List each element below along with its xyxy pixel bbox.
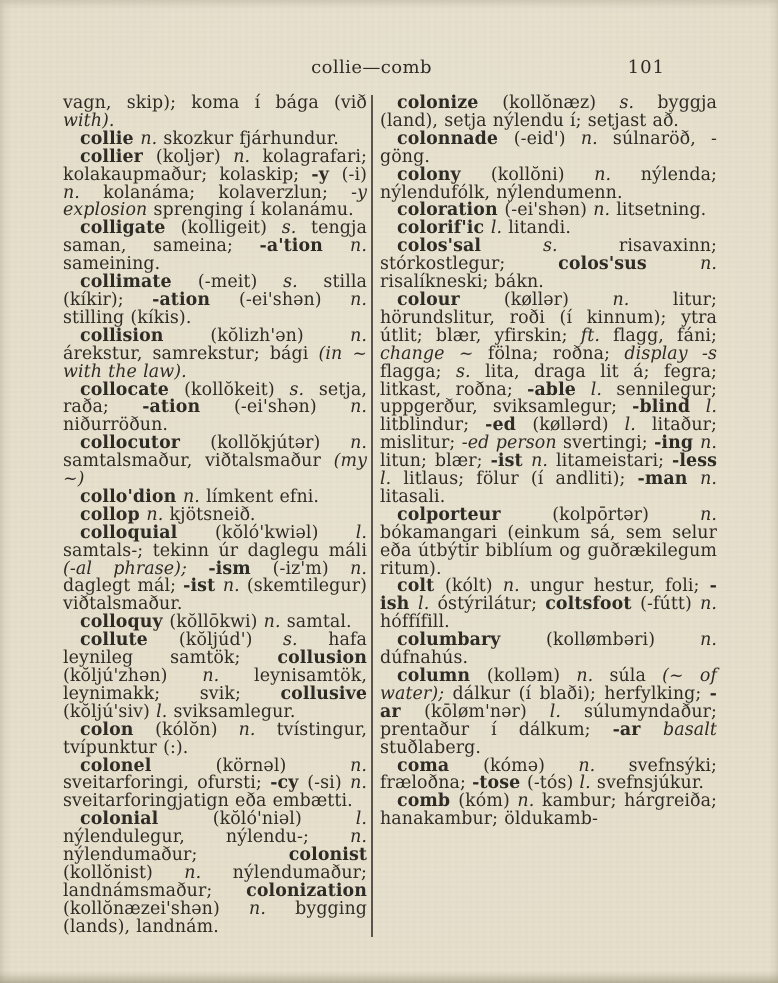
entry-headword: colonization	[246, 880, 367, 901]
entry-headword: colt	[397, 576, 445, 597]
entry-italic-label: n.	[350, 236, 367, 257]
entry-italic-label: n.	[140, 128, 158, 149]
entry-italic-label: n.	[593, 200, 611, 221]
dictionary-entry	[380, 238, 717, 292]
entry-definition-text: kjötsneið.	[163, 504, 256, 525]
entry-headword: collute	[80, 630, 179, 651]
entry-italic-label: n.	[531, 451, 549, 472]
entry-definition-text: (kollŏnist)	[63, 862, 185, 883]
entry-definition-text: (kŏllōkwi)	[169, 612, 264, 633]
entry-definition-text: (kólt)	[444, 576, 503, 597]
dictionary-entry	[63, 146, 367, 221]
entry-italic-label: n.	[517, 791, 535, 812]
entry-definition-text: sveitarforingi, ofursti;	[63, 773, 271, 794]
entry-headword: colour	[397, 289, 504, 310]
entry-definition-text: (kollŏnæz)	[502, 93, 620, 113]
entry-definition-text: samtal.	[280, 612, 352, 633]
entry-italic-label: s.	[289, 379, 305, 400]
entry-headword: -less	[672, 451, 718, 472]
entry-definition-text: (kollømbəri)	[545, 630, 701, 651]
entry-definition-text: hafa leynileg samtök;	[63, 630, 367, 669]
entry-definition-text: litsetning.	[610, 200, 707, 221]
entry-headword: -ation	[142, 397, 235, 418]
entry-definition-text: (kollŏkeit)	[184, 379, 290, 400]
entry-italic-label: n.	[63, 182, 80, 203]
entry-italic-label: n.	[350, 773, 367, 794]
entry-definition-text: (kollŏnæzei'shən)	[63, 898, 250, 919]
entry-headword: -blind	[632, 397, 706, 418]
entry-headword: colos'sal	[397, 236, 543, 257]
entry-italic-label: l.	[490, 218, 503, 239]
entry-headword: comb	[397, 791, 459, 812]
entry-definition-text: súlumyndaður; prentaður í dálkum;	[380, 701, 717, 740]
entry-italic-label: n.	[700, 630, 718, 651]
entry-italic-label: n.	[700, 469, 717, 490]
entry-italic-label: l.	[380, 469, 392, 490]
entry-headword: colonnade	[397, 128, 514, 149]
entry-definition-text: litlaus; fölur (í andliti);	[391, 469, 638, 490]
entry-headword: collocutor	[80, 433, 211, 454]
dictionary-entry	[380, 793, 717, 829]
entry-italic-label: n.	[576, 666, 594, 686]
entry-definition-text: dálkur (í blaði); herfylking;	[444, 683, 710, 704]
entry-italic-label: s.	[283, 630, 298, 651]
entry-definition-text: litasali.	[380, 486, 446, 507]
entry-italic-label: n.	[202, 666, 220, 686]
dictionary-entry	[63, 755, 367, 812]
entry-definition-text: (-ei'shən)	[239, 289, 351, 310]
entry-italic-label: l.	[156, 701, 168, 722]
entry-definition-text: litun; blær;	[380, 451, 491, 472]
entry-italic-label: n.	[263, 612, 281, 633]
entry-headword: -ist	[490, 451, 532, 472]
entry-definition-text: (-i)	[341, 164, 367, 185]
dictionary-entry	[63, 632, 367, 722]
entry-italic-label: n.	[350, 755, 367, 776]
entry-definition-text: (-tós)	[526, 773, 580, 794]
entry-italic-label: n.	[700, 254, 717, 275]
entry-definition-text: (skemtilegur) viðtalsmaður.	[63, 576, 367, 615]
entry-italic-label: s.	[281, 218, 297, 239]
entry-definition-text: nýlendulegur, nýlendu-;	[63, 827, 351, 848]
entry-headword: collision	[80, 325, 211, 346]
entry-italic-label: n.	[612, 289, 630, 310]
entry-headword: colonial	[80, 809, 213, 830]
entry-italic-label: n.	[350, 397, 368, 418]
entry-headword: -y	[311, 164, 342, 185]
entry-italic-label: (-al phrase);	[63, 558, 187, 579]
entry-definition-text: sprenging í kolanámu.	[147, 200, 354, 221]
entry-italic-label: s.	[283, 272, 298, 293]
entry-italic-label: n.	[700, 433, 717, 454]
entry-definition-text: litameistari;	[548, 451, 673, 472]
entry-italic-label: s.	[456, 361, 471, 382]
entry-definition-text: bókamangari (einkum sá, sem selur eða útbýtir biblíum og guðrækilegum ritum).	[380, 522, 717, 579]
entry-definition-text: (-ei'shən)	[504, 200, 594, 221]
entry-italic-label: l.	[355, 522, 367, 543]
entry-definition-text: (kollŏkjútər)	[210, 433, 351, 454]
entry-headword: -ism	[208, 558, 273, 579]
entry-definition-text: sveitarforingjatign eða embætti.	[63, 791, 353, 812]
entry-definition-text: nýlendumaður; landnámsmaður;	[63, 862, 367, 901]
column-left	[63, 95, 367, 937]
entry-definition-text: tvístingur, tvípunktur (:).	[63, 719, 367, 758]
page-header	[0, 0, 778, 95]
entry-definition-text: (kōløm'nər)	[424, 701, 550, 722]
entry-headword: -a'tion	[259, 236, 351, 257]
entry-headword: -tose	[472, 773, 527, 794]
entry-definition-text: daglegt mál;	[63, 576, 184, 597]
entry-italic-label: (~ of water);	[380, 666, 718, 704]
dictionary-entry	[380, 95, 717, 131]
entry-definition-text: (körnəl)	[215, 755, 351, 776]
dictionary-entry	[380, 164, 717, 203]
entry-definition-text: (-ei'shən)	[234, 397, 351, 418]
entry-headword: -man	[637, 469, 701, 490]
page-number: 101	[627, 57, 665, 78]
entry-definition-text: (kŏljú'zhən)	[63, 666, 203, 686]
entry-italic-label: l.	[579, 773, 591, 794]
entry-definition-text: stuðlaberg.	[380, 737, 482, 758]
entry-definition-text: ungur hestur, foli;	[519, 576, 710, 597]
entry-italic-label: l.	[624, 415, 636, 436]
entry-italic-label: display -s	[624, 343, 717, 364]
entry-italic-label: n.	[233, 146, 251, 167]
entry-definition-text: sameining.	[63, 254, 161, 275]
entry-definition-text: vagn, skip); koma í bága (við	[63, 93, 367, 113]
entry-italic-label: n.	[350, 827, 367, 848]
entry-italic-label: (in ~ with the law).	[63, 343, 367, 382]
entry-headword: coloration	[397, 200, 505, 221]
entry-definition-text: (koljər)	[155, 146, 234, 167]
entry-definition-text: (kólŏn)	[155, 719, 239, 740]
entry-headword: collo'dion	[80, 486, 183, 507]
entry-headword: -ed	[485, 415, 533, 436]
dictionary-entry	[380, 289, 718, 507]
dictionary-entry	[63, 325, 367, 382]
entry-italic-label: s.	[542, 236, 558, 257]
entry-definition-text: (kolpōrtər)	[552, 504, 701, 525]
entry-italic-label: n.	[700, 594, 717, 615]
entry-headword: collusion	[277, 648, 367, 669]
entry-definition-text: (kóm)	[458, 791, 518, 812]
entry-definition-text: óstýrilátur;	[429, 594, 546, 615]
entry-definition-text: byggja (land), setja nýlendu í; setjast að.	[380, 93, 717, 131]
entry-definition-text: dúfnahús.	[380, 648, 469, 669]
entry-italic-label: n.	[700, 504, 717, 525]
entry-definition-text: (-iz'm)	[272, 558, 351, 579]
dictionary-entry	[380, 504, 717, 579]
entry-definition-text: (kolligeit)	[180, 218, 282, 239]
column-divider	[371, 95, 373, 937]
entry-definition-text: (-fútt)	[640, 594, 701, 615]
entry-italic-label: n.	[350, 558, 367, 579]
entry-headword: colloquy	[80, 612, 170, 633]
entry-headword: colorif'ic	[397, 218, 491, 239]
entry-definition-text: svertingi;	[556, 433, 655, 454]
entry-definition-text: litblindur;	[380, 415, 486, 436]
entry-headword: -ish	[380, 576, 717, 615]
entry-headword: colonist	[288, 845, 367, 866]
entry-italic-label: change	[380, 343, 445, 364]
entry-italic-label: n.	[184, 862, 202, 883]
entry-definition-text: (kŏló'niəl)	[212, 809, 356, 830]
dictionary-entry	[63, 719, 367, 758]
entry-italic-label: n.	[183, 486, 200, 507]
dictionary-entry	[380, 755, 717, 794]
entry-italic-label: n.	[350, 433, 368, 454]
dictionary-entry	[63, 522, 367, 615]
entry-definition-text: (kolləm)	[486, 666, 577, 686]
entry-headword: colony	[397, 164, 491, 185]
entry-definition-text: samtalsmaður, viðtalsmaður	[63, 451, 334, 472]
entry-headword: colos'sus	[558, 254, 701, 275]
entry-definition-text: súlnaröð, -göng.	[380, 128, 718, 167]
entry-definition-text: sennilegur; uppgerður, sviksamlegur;	[380, 379, 717, 418]
entry-italic-label: l.	[418, 594, 430, 615]
entry-definition-text: litur; hörundslitur, roði (í kinnum); ytra útlit; blær, yfirskin;	[380, 289, 717, 346]
entry-italic-label: l.	[549, 701, 562, 722]
entry-definition-text: (-eid')	[513, 128, 581, 149]
entry-definition-text: (kŏló'kwiəl)	[215, 522, 356, 543]
entry-italic-label: -ed person	[461, 433, 557, 454]
entry-definition-text: setja, raða;	[63, 379, 367, 418]
entry-headword: -ar	[612, 719, 664, 740]
entry-definition-text: súla	[593, 666, 663, 686]
dictionary-entry	[380, 632, 717, 668]
entry-headword: -ist	[183, 576, 223, 597]
dictionary-entry	[63, 95, 367, 131]
column-right	[380, 95, 717, 937]
entry-definition-text: kambur; hárgreiða; hanakambur; öldukamb-	[380, 791, 717, 830]
entry-definition-text: límkent efni.	[199, 486, 320, 507]
entry-definition-text: samtals-; tekinn úr daglegu máli	[63, 540, 367, 561]
entry-headword: colporteur	[397, 504, 553, 525]
entry-definition-text: risavaxinn; stórkostlegur;	[380, 236, 718, 275]
dictionary-entry	[380, 668, 717, 758]
entry-italic-label: ft.	[580, 325, 601, 346]
entry-definition-text: árekstur, samrekstur; bági	[63, 343, 319, 364]
dictionary-entry	[380, 128, 718, 167]
entry-headword: coltsfoot	[545, 594, 641, 615]
dictionary-entry	[63, 220, 367, 274]
entry-definition-text: litandi.	[502, 218, 571, 239]
entry-definition-text: hóffífill.	[380, 612, 450, 633]
entry-definition-text: (-meit)	[197, 272, 284, 293]
entry-italic-label: n.	[222, 576, 240, 597]
entry-headword: -ation	[152, 289, 239, 310]
entry-definition-text: ~ fölna; roðna;	[444, 343, 625, 364]
entry-headword: colonel	[80, 755, 216, 776]
entry-headword: colonize	[397, 93, 503, 113]
entry-headword: -ing	[654, 433, 701, 454]
entry-definition-text: (kómə)	[483, 755, 579, 776]
entry-definition-text: (kŏljú'siv)	[63, 701, 157, 722]
entry-italic-label: n.	[594, 164, 612, 185]
entry-headword: colloquial	[80, 522, 216, 543]
text-columns	[0, 95, 778, 937]
entry-headword: columbary	[397, 630, 546, 651]
entry-definition-text: (køllərd)	[532, 415, 625, 436]
entry-italic-label: with).	[63, 110, 115, 131]
entry-italic-label: n.	[249, 898, 266, 919]
dictionary-entry	[380, 578, 717, 632]
dictionary-entry	[63, 435, 367, 489]
entry-headword: coma	[397, 755, 484, 776]
entry-definition-text: bygging (lands), landnám.	[63, 898, 367, 937]
entry-headword: colon	[80, 719, 156, 740]
dictionary-entry	[63, 274, 367, 328]
entry-definition-text: lita, draga lit á; fegra; litkast, roðna;	[380, 361, 717, 400]
entry-headword: colligate	[80, 218, 181, 239]
entry-definition-text: nýlenda; nýlendufólk, nýlendumenn.	[380, 164, 717, 203]
entry-definition-text: sviksamlegur.	[167, 701, 296, 722]
dictionary-entry	[63, 811, 367, 936]
entry-definition-text: (-si)	[307, 773, 351, 794]
entry-headword: collop	[80, 504, 147, 525]
entry-italic-label: s.	[619, 93, 635, 113]
entry-definition-text: skozkur fjárhundur.	[157, 128, 339, 149]
entry-italic-label: (my ~)	[63, 451, 367, 490]
entry-definition-text: stilla (kíkir);	[63, 272, 367, 310]
entry-definition-text: kolagrafari; kolakaupmaður; kolaskip;	[63, 146, 367, 185]
entry-definition-text: flagg, fáni;	[600, 325, 717, 346]
entry-headword: collocate	[80, 379, 185, 400]
entry-definition-text: risalíkneski; bákn.	[380, 272, 544, 293]
entry-definition-text: (køllər)	[503, 289, 613, 310]
entry-headword: collier	[80, 146, 156, 167]
entry-headword: collusive	[280, 683, 367, 704]
entry-headword: -able	[527, 379, 591, 400]
entry-definition-text: (kŏlizh'ən)	[210, 325, 351, 346]
entry-italic-label: n.	[146, 504, 164, 525]
entry-italic-label: n.	[502, 576, 520, 597]
entry-headword: -ar	[380, 683, 717, 722]
entry-definition-text: svefnsjúkur.	[590, 773, 704, 794]
entry-italic-label: n.	[350, 325, 367, 346]
entry-definition-text: stilling (kíkis).	[63, 307, 192, 328]
entry-definition-text: nýlendumaður;	[63, 845, 289, 866]
entry-headword: column	[397, 666, 487, 686]
entry-definition-text: niðurröðun.	[63, 415, 169, 436]
entry-definition-text: litaður; mislitur;	[380, 415, 717, 454]
entry-italic-label: basalt	[663, 719, 717, 740]
entry-italic-label: l.	[355, 809, 367, 830]
entry-italic-label: n.	[238, 719, 256, 740]
entry-definition-text: leynisamtök, leynimakk; svik;	[63, 666, 367, 704]
entry-definition-text: tengja saman, sameina;	[63, 218, 368, 257]
entry-italic-label: l.	[705, 397, 717, 418]
entry-definition-text: (kŏljúd')	[178, 630, 284, 651]
entry-definition-text: kolanáma; kolaverzlun;	[79, 182, 352, 203]
entry-italic-label: n.	[578, 755, 596, 776]
dictionary-entry	[63, 379, 368, 436]
running-head: collie—comb	[311, 57, 432, 78]
entry-italic-label: n.	[350, 289, 368, 310]
entry-italic-label: n.	[580, 128, 598, 149]
entry-italic-label: l.	[590, 379, 603, 400]
entry-definition-text: svefnsýki; fræloðna;	[380, 755, 717, 794]
entry-italic-label: -y explosion	[63, 182, 367, 221]
entry-headword: -cy	[270, 773, 308, 794]
entry-definition-text: (kollŏni)	[490, 164, 595, 185]
entry-definition-text: flagga;	[380, 361, 456, 382]
entry-headword: collimate	[80, 272, 198, 293]
entry-headword: collie	[80, 128, 141, 149]
